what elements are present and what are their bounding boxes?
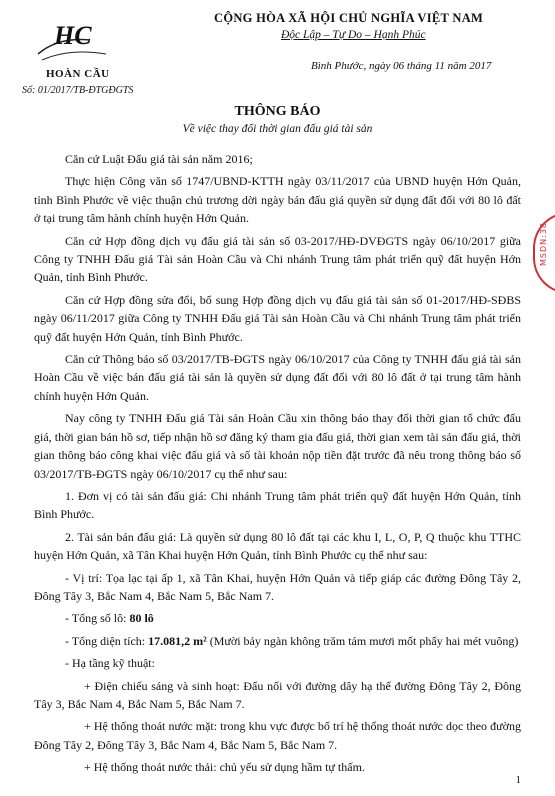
logo-monogram: HC [54, 21, 92, 50]
paragraph: 2. Tài sản bán đấu giá: Là quyền sử dụng 80 lô đất tại các khu I, L, O, P, Q thuộc khu TTHC huyện Hớn Quản, xã Tân Khai huyện Hớn Quản, tỉnh Bình Phước cụ thể như sau: [34, 529, 521, 563]
stamp-text: MSDN:38 [539, 222, 548, 266]
paragraph: Nay công ty TNHH Đấu giá Tài sản Hoàn Cầu xin thông báo thay đổi thời gian tổ chức đấu giá, thời gian bán hồ sơ, tiếp nhận hồ sơ đăng ký tham gia đấu giá, thời gian xem tài sản đấu giá, thời gian thông báo công khai việc đấu giá và số tài khoản nộp tiền đặt trước đã nêu trong thông báo số 03/2017/TB-ĐGTS ngày 06/10/2017 cụ thể như sau: [34, 411, 521, 481]
infrastructure-item: + Điện chiếu sáng và sinh hoạt: Đấu nối với đường dây hạ thế đường Đông Tây 2, Đông Tây 3, Bắc Nam 4, Bắc Nam 5, Bắc Nam 7. [34, 678, 521, 711]
document-body [34, 150, 521, 781]
total-area-value: 17.081,2 m² [148, 633, 207, 648]
paragraph: Căn cứ Thông báo số 03/2017/TB-ĐGTS ngày 06/10/2017 của Công ty TNHH đấu giá tài sản Hoàn Cầu về việc bán đấu giá tài sản là quyền sử dụng đất đối với 80 lô đất ở tại trung tâm hành chính huyện Hớn Quản. [34, 352, 521, 403]
infrastructure-item: + Hệ thống thoát nước mặt: trong khu vực được bố trí hệ thống thoát nước dọc theo đường Đông Tây 2, Đông Tây 3, Bắc Nam 4, Bắc Nam 5, Bắc Nam 7. [34, 719, 521, 752]
paragraph: Căn cứ Luật Đấu giá tài sản năm 2016; [65, 152, 253, 166]
paragraph: - Vị trí: Tọa lạc tại ấp 1, xã Tân Khai, huyện Hớn Quản và tiếp giáp các đường Đông Tây 2, Đông Tây 3, Bắc Nam 4, Bắc Nam 5, Bắc Nam 7. [34, 570, 521, 603]
total-lots-line [34, 609, 521, 627]
document-title: THÔNG BÁO [234, 104, 321, 119]
company-logo-text: HOÀN CẦU [46, 68, 110, 80]
red-seal-stamp [533, 212, 555, 294]
document-number: Số: 01/2017/TB-ĐTGĐGTS [22, 85, 134, 96]
total-area-text: (Mười bảy ngàn không trăm tám mươi mốt phẩy hai mét vuông) [206, 633, 519, 648]
page-number: 1 [515, 774, 521, 786]
motto: Độc Lập – Tự Do – Hạnh Phúc [281, 29, 426, 41]
infrastructure-heading: - Hạ tầng kỹ thuật: [65, 656, 155, 671]
paragraph: Thực hiện Công văn số 1747/UBND-KTTH ngày 03/11/2017 của UBND huyện Hớn Quản, tỉnh Bình Phước về việc thuận chủ trương dời ngày bán đấu giá quyền sử dụng đất đối với 80 lô đất ở tại trung tâm hành chính huyện Hớn Quản. [34, 174, 521, 226]
total-area-label: - Tổng diện tích: [65, 633, 149, 648]
document-subtitle: Về việc thay đổi thời gian đấu giá tài sản [182, 123, 373, 135]
total-lots-label: - Tổng số lô: [65, 611, 130, 626]
nation-title: CỘNG HÒA XÃ HỘI CHỦ NGHĨA VIỆT NAM [214, 11, 484, 25]
total-area-line [34, 632, 521, 650]
total-lots-value: 80 lô [129, 611, 154, 626]
infrastructure-item: + Hệ thống thoát nước thải: chủ yếu sử dụng hầm tự thấm. [84, 760, 365, 775]
paragraph: 1. Đơn vị có tài sản đấu giá: Chi nhánh Trung tâm phát triển quỹ đất huyện Hớn Quản, tỉnh Bình Phước. [34, 488, 521, 522]
date-line: Bình Phước, ngày 06 tháng 11 năm 2017 [311, 60, 492, 72]
paragraph: Căn cứ Hợp đồng dịch vụ đấu giá tài sản số 03-2017/HĐ-DVĐGTS ngày 06/10/2017 giữa Công ty TNHH Đấu giá Tài sản Hoàn Cầu và Chi nhánh Trung tâm phát triển quỹ đất huyện Hớn Quản, tỉnh Bình Phước. [34, 233, 521, 285]
paragraph: Căn cứ Hợp đồng sửa đổi, bổ sung Hợp đồng dịch vụ đấu giá tài sản số 01-2017/HĐ-SĐBS ngày 06/11/2017 giữa Công ty TNHH Đấu giá Tài sản Hoàn Cầu và Chi nhánh Trung tâm phát triển quỹ đất huyện Hớn Quản, tỉnh Bình Phước. [34, 292, 521, 344]
company-logo [30, 14, 114, 70]
